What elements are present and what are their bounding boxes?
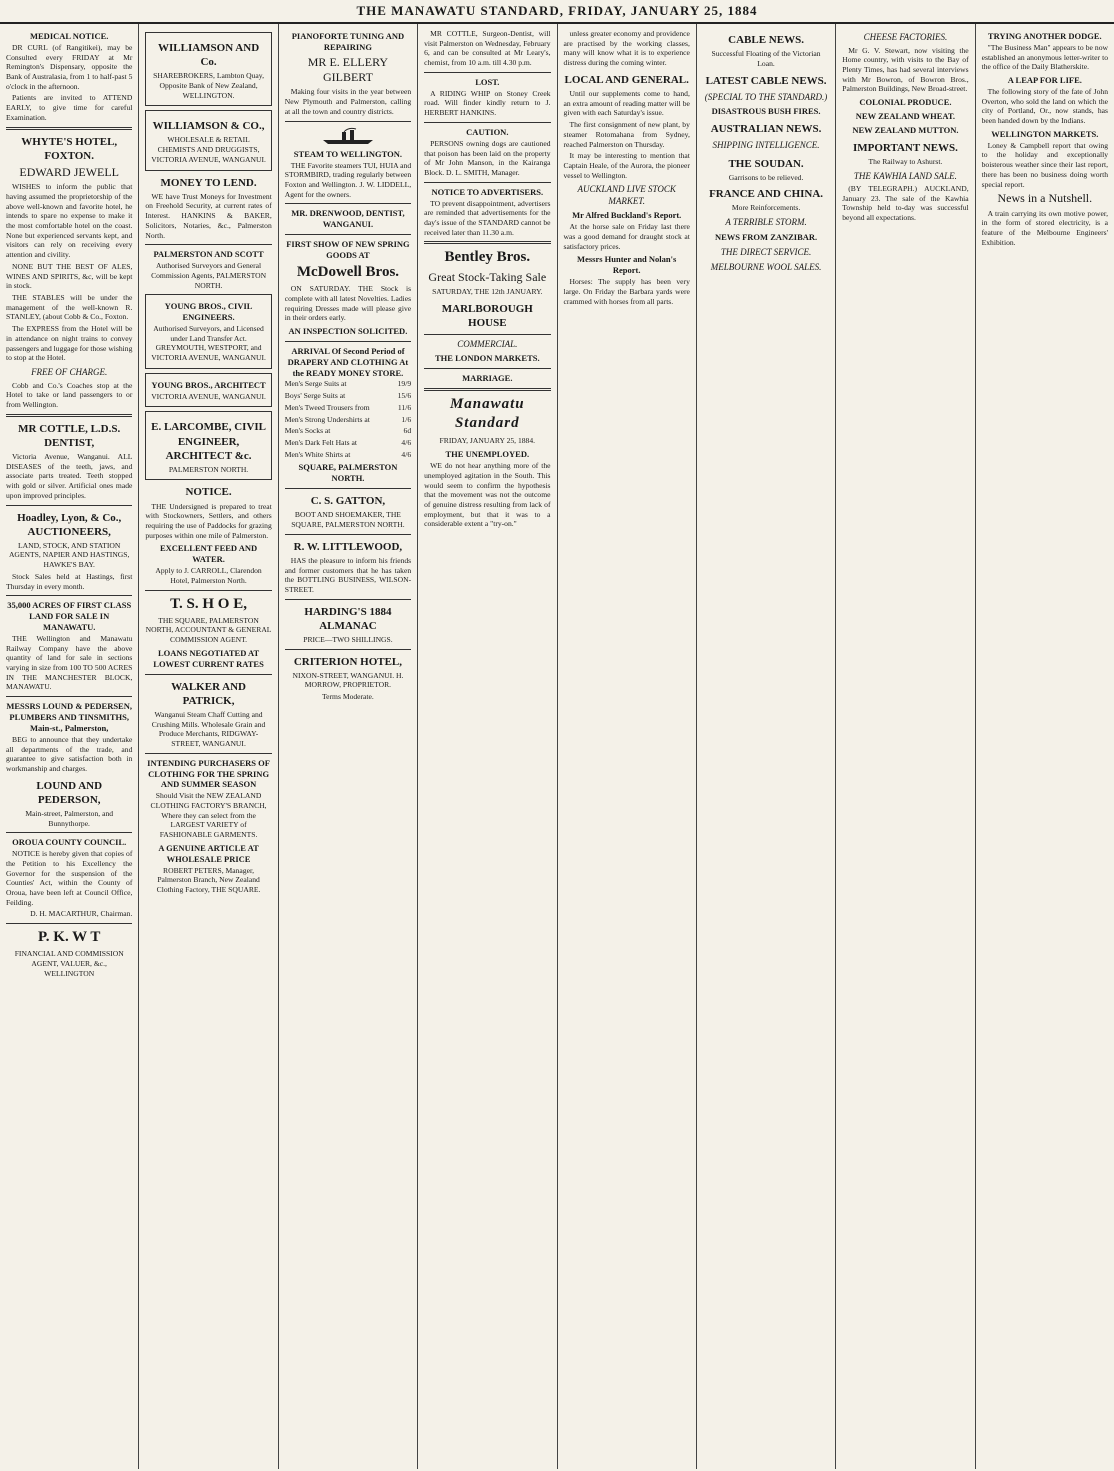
heading: AUCKLAND LIVE STOCK MARKET. [577,184,676,206]
paragraph: SHAREBROKERS, Lambton Quay, Opposite Bank of New Zealand, WELLINGTON. [153,71,264,100]
paragraph: BOOT AND SHOEMAKER, THE SQUARE, PALMERSTON NORTH. [291,510,405,530]
paragraph: THE SQUARE, PALMERSTON NORTH, ACCOUNTANT & GENERAL COMMISSION AGENT. [145,615,272,645]
paragraph: Successful Floating of the Victorian Loan. [711,49,821,68]
column-6 [697,24,836,1469]
ad-box [145,32,271,106]
divider [285,488,411,489]
heading: A TERRIBLE STORM. [725,217,807,228]
paragraph: TO prevent disappointment, advertisers are reminded that advertisements for the day's issue of the STANDARD cannot be received later than 11.30 a.m. [424,198,551,237]
heading: THE KAWHIA LAND SALE. [853,170,957,181]
paragraph: NONE BUT THE BEST OF ALES, WINES AND SPIRITS, &c, will be kept in stock. [6,261,133,291]
heading: Hoadley, Lyon, & Co., AUCTIONEERS, [17,511,122,538]
heading: THE UNEMPLOYED. [445,449,530,460]
heading: A GENUINE ARTICLE AT WHOLESALE PRICE [158,842,259,864]
columns [0,24,1114,1469]
divider [424,388,550,391]
heading: MARRIAGE. [462,373,513,384]
heading: Mr Alfred Buckland's Report. [572,210,682,221]
divider [285,203,411,204]
divider [6,832,132,833]
list-item: Men's Strong Undershirts at 1/6 [284,414,412,424]
divider [6,127,132,130]
column-2 [139,24,278,1469]
divider [285,534,411,535]
column-5 [558,24,697,1469]
ad-box [145,294,271,369]
heading: MR. DRENWOOD, DENTIST, WANGANUI. [291,208,405,230]
steamship-icon [318,126,378,146]
paragraph: Authorised Surveyors and General Commission Agents, PALMERSTON NORTH. [151,261,267,290]
paragraph: The Railway to Ashurst. [868,156,943,166]
heading: INTENDING PURCHASERS OF CLOTHING FOR THE SPRING AND SUMMER SEASON [147,757,270,790]
signature: D. H. MACARTHUR, Chairman. [30,909,133,919]
column-8 [976,24,1114,1469]
paragraph: SATURDAY, THE 12th JANUARY. [432,286,543,296]
heading: MR E. ELLERY GILBERT [307,54,389,85]
list-item: Men's Dark Felt Hats at 4/6 [284,438,412,448]
paragraph: WISHES to inform the public that having assumed the proprietorship of the above well-known and favorite hotel, he intends to spare no expense to make it the most comfortable hotel on the coast. None but experienced servants kept, and visitors can rely on receiving every attention and civility. [6,182,133,260]
paragraph: THE STABLES will be under the management of the well-known R. STANLEY, (about Cobb & Co., Foxton. [6,293,133,322]
paragraph: Main-street, Palmerston, and Bunnythorpe. [25,808,114,828]
heading: NEW ZEALAND WHEAT. [855,110,956,121]
heading: PIANOFORTE TUNING AND REPAIRING [291,31,405,52]
paragraph: PRICE—TWO SHILLINGS. [303,634,393,644]
signature: ROBERT PETERS, Manager, Palmerston Branch, New Zealand Clothing Factory, THE SQUARE. [156,865,261,895]
heading: LATEST CABLE NEWS. [705,74,827,87]
heading: WILLIAMSON & CO., [152,120,265,133]
heading: CABLE NEWS. [728,34,804,46]
heading: AN INSPECTION SOLICITED. [288,325,408,336]
paragraph: FINANCIAL AND COMMISSION AGENT, VALUER, &c., WELLINGTON [14,949,124,978]
heading: WHYTE'S HOTEL, FOXTON. [21,135,118,162]
heading: LOST. [475,76,500,87]
heading: News in a Nutshell. [997,191,1093,206]
column-1 [0,24,139,1469]
ad-box [145,411,271,480]
masthead: THE MANAWATU STANDARD, FRIDAY, JANUARY 25, 1884 [0,0,1114,24]
heading: AUSTRALIAN NEWS. [710,122,822,135]
paragraph: LAND, STOCK, AND STATION AGENTS, NAPIER AND HASTINGS, HAWKE'S BAY. [8,540,130,570]
paragraph: Victoria Avenue, Wanganui. ALL DISEASES of the teeth, jaws, and associate parts treated. Teeth stopped with gold or silver. Artificial ones made upon improved principles. [6,451,133,500]
paragraph: Authorised Surveyors, and Licensed under Land Transfer Act. GREYMOUTH, WESTPORT, and VICTORIA AVENUE, WANGANUI. [151,324,266,363]
paragraph: The EXPRESS from the Hotel will be in attendance on night trains to convey passengers and luggage for those wishing to stop at the Hotel. [6,324,133,363]
paragraph: Garrisons to be relieved. [728,172,804,182]
list-item: Men's White Shirts at 4/6 [284,449,412,459]
divider [285,234,411,235]
heading: EXCELLENT FEED AND WATER. [159,543,258,565]
heading: HARDING'S 1884 ALMANAC [304,605,392,632]
heading: MONEY TO LEND. [160,176,257,189]
heading: Great Stock-Taking Sale [428,269,547,284]
paragraph: (BY TELEGRAPH.) AUCKLAND, January 23. The sale of the Kawhia Township held to-day was successful beyond all expectations. [842,184,969,223]
list-item: Men's Tweed Trousers from 11/6 [284,402,412,412]
heading: DISASTROUS BUSH FIRES. [711,106,821,117]
paragraph: THE Favorite steamers TUI, HUIA and STORMBIRD, trading regularly between Foxton and Wellington. J. W. LIDDELL, Agent for the owners. [284,160,412,199]
heading: NOTICE TO ADVERTISERS. [431,186,544,197]
paragraph: NIXON-STREET, WANGANUI. H. MORROW, PROPRIETOR. [292,670,404,690]
heading: ARRIVAL Of Second Period of DRAPERY AND CLOTHING At the READY MONEY STORE. [287,345,409,378]
heading: NOTICE. [185,486,232,499]
heading: CAUTION. [466,126,509,137]
heading: MEDICAL NOTICE. [29,31,109,41]
heading: IMPORTANT NEWS. [852,141,958,154]
heading: Messrs Hunter and Nolan's Report. [577,254,677,276]
paragraph: MR COTTLE, Surgeon-Dentist, will visit Palmerston on Wednesday, February 6, and can be consulted at Mr Leary's, chemist, from 10 a.m. till 4.30 p.m. [424,29,551,68]
paragraph: FRIDAY, JANUARY 25, 1884. [439,436,536,446]
heading: THE SOUDAN. [728,157,804,170]
divider [145,590,271,591]
divider [424,122,550,123]
heading: A LEAP FOR LIFE. [1007,75,1082,86]
heading: CRITERION HOTEL, [293,655,403,668]
list-item: Men's Serge Suits at 19/9 [284,379,412,389]
heading: PALMERSTON AND SCOTT [153,249,264,260]
paragraph: PERSONS owning dogs are cautioned that poison has been laid on the property of Mr John Manson, in the Kairanga Block. D. L. SMITH, Manager. [424,138,551,177]
heading: NEWS FROM ZANZIBAR. [714,231,818,242]
newspaper-title: Manawatu Standard [449,396,525,432]
heading: FRANCE AND CHINA. [709,188,824,201]
paragraph: The first consignment of new plant, by steamer Rotomahana from Sydney, reached Palmerston on Thursday. [563,120,690,149]
paragraph: VICTORIA AVENUE, WANGANUI. [151,391,266,401]
heading: LOANS NEGOTIATED AT LOWEST CURRENT RATES [153,647,264,669]
heading: C. S. GATTON, [310,495,386,508]
divider [6,505,132,506]
paragraph: WHOLESALE & RETAIL CHEMISTS AND DRUGGISTS, VICTORIA AVENUE, WANGANUI. [151,135,266,164]
column-3 [279,24,418,1469]
paragraph: WE have Trust Moneys for Investment on Freehold Security, at current rates of Interest. HANKINS & BAKER, Solicitors, Notaries, &c., Palmerston North. [145,191,272,240]
divider [424,334,550,335]
heading: (SPECIAL TO THE STANDARD.) [704,91,828,102]
heading: THE LONDON MARKETS. [435,353,540,364]
paragraph: Stock Sales held at Hastings, first Thursday in every month. [6,571,133,591]
divider [145,674,271,675]
heading: STEAM TO WELLINGTON. [293,148,403,159]
heading: SHIPPING INTELLIGENCE. [712,140,820,151]
paragraph: A RIDING WHIP on Stoney Creek road. Will finder kindly return to J. HERBERT HANKINS. [424,88,551,118]
column-7 [836,24,975,1469]
divider [424,241,550,244]
divider [6,923,132,924]
heading: Bentley Bros. [444,249,531,266]
paragraph: Terms Moderate. [322,692,374,702]
heading: SQUARE, PALMERSTON NORTH. [298,462,398,484]
paragraph: Patients are invited to ATTEND EARLY, to give time for careful Examination. [6,93,133,122]
divider [424,368,550,369]
heading: FIRST SHOW OF NEW SPRING GOODS AT [286,239,410,260]
paragraph: Should Visit the NEW ZEALAND CLOTHING FACTORY'S BRANCH, Where they can select from the LARGEST VARIETY of FASHIONABLE GARMENTS. [150,791,267,840]
heading: COLONIAL PRODUCE. [859,97,952,108]
divider [6,696,132,697]
heading: MESSRS LOUND & PEDERSEN, PLUMBERS AND TINSMITHS, Main-st., Palmerston, [6,701,132,733]
heading: LOUND AND PEDERSON, [36,779,103,806]
column-4 [418,24,557,1469]
paragraph: unless greater economy and providence are practised by the working classes, many will know what it is to experience distress during the coming winter. [563,29,690,68]
divider [6,595,132,596]
heading: TRYING ANOTHER DODGE. [987,31,1102,41]
divider [285,341,411,342]
divider [424,182,550,183]
heading: MARLBOROUGH HOUSE [441,302,533,329]
heading: T. S. H O E, [170,595,247,612]
paragraph: Making four visits in the year between New Plymouth and Palmerston, calling at all the town and country districts. [284,87,412,116]
paragraph: Loney & Campbell report that owing to the holiday and exceptionally boisterous weather since their last report, there has been no business doing worth special report. [981,140,1108,189]
paragraph: Wanganui Steam Chaff Cutting and Crushing Mills. Wholesale Grain and Produce Merchants, RIDGWAY-STREET, WANGANUI. [151,709,266,748]
paragraph: "The Business Man" appears to be now established an anonymous letter-writer to the office of the Daily Blatherskite. [981,42,1108,72]
heading: MR COTTLE, L.D.S. DENTIST, [18,422,121,449]
heading: THE DIRECT SERVICE. [720,246,812,257]
heading: OROUA COUNTY COUNCIL. [12,837,127,848]
ad-box [145,373,271,408]
paragraph: DR CURL (of Rangitikei), may be Consulted every FRIDAY at Mr Remington's Dispensary, opposite the Bank of Australasia, from 1 to half-past 5 o'clock in the afternoon. [6,42,133,91]
paragraph: Horses: The supply has been very large. On Friday the Barbara yards were crammed with horses from all parts. [563,277,690,306]
heading: 35,000 ACRES OF FIRST CLASS LAND FOR SALE IN MANAWATU. [7,600,132,632]
price-list [285,379,411,459]
divider [285,121,411,122]
paragraph: The following story of the fate of John Overton, who sold the land on which the city of Portland, Or., now stands, has been handed down by the Indians. [981,86,1108,126]
list-item: Men's Socks at 6d [284,426,412,436]
paragraph: HAS the pleasure to inform his friends and former customers that he has taken the BOTTLING BUSINESS, WILSON-STREET. [284,555,412,594]
heading: E. LARCOMBE, CIVIL ENGINEER, ARCHITECT &c. [151,421,267,462]
list-item: Boys' Serge Suits at 15/6 [284,391,412,401]
divider [145,753,271,754]
paragraph: NOTICE is hereby given that copies of the Petition to his Excellency the Governor for the suspension of the Counties' Act, within the County of Oroua, have been left at Council Office, Feilding. [6,849,133,907]
heading: R. W. LITTLEWOOD, [293,540,403,553]
paragraph: Until our supplements come to hand, an extra amount of reading matter will be given with each Saturday's issue. [563,88,690,118]
heading: COMMERCIAL. [457,338,518,349]
paragraph: A train carrying its own motive power, in the form of stored electricity, is a feature of the Melbourne Engineers' Exhibition. [981,208,1108,247]
paragraph: BEG to announce that they undertake all departments of the trade, and guarantee to give satisfaction both in workmanship and charges. [6,734,133,773]
heading: P. K. W T [37,929,101,946]
heading: YOUNG BROS., ARCHITECT [151,379,266,390]
paragraph: At the horse sale on Friday last there was a good demand for draught stock at satisfactory prices. [563,222,690,251]
divider [285,599,411,600]
heading: WILLIAMSON AND Co. [157,42,260,69]
heading: WELLINGTON MARKETS. [991,128,1099,139]
paragraph: Cobb and Co.'s Coaches stop at the Hotel to take or land passengers to or from Wellington. [6,380,133,410]
paragraph: It may be interesting to mention that Captain Heale, of the Aurora, the pioneer vessel to Wellington. [563,151,690,180]
heading: McDowell Bros. [296,263,400,280]
paragraph: More Reinforcements. [731,203,801,213]
paragraph: THE Wellington and Manawatu Railway Company have the above quantity of land for sale in sections varying in size from 100 TO 500 ACRES IN THE MANCHESTER BLOCK, MANAWATU. [6,633,133,692]
heading: LOCAL AND GENERAL. [564,73,689,86]
heading: NEW ZEALAND MUTTON. [852,124,959,135]
heading: YOUNG BROS., CIVIL ENGINEERS. [164,301,253,323]
heading: FREE OF CHARGE. [31,367,108,378]
ad-box [145,110,271,170]
proprietor-name: EDWARD JEWELL [19,164,120,179]
divider [285,649,411,650]
paragraph: ON SATURDAY. THE Stock is complete with all latest Novelties. Ladies requiring Dresses made will please give in their orders early. [284,284,412,323]
divider [145,244,271,245]
heading: WALKER AND PATRICK, [171,680,246,707]
paragraph: Mr G. V. Stewart, now visiting the Home country, with visits to the Bay of Plenty Times, has had several interviews with Mr Bowron, of Bowron Bros., Palmerston Buildings, New Broad-street. [842,45,969,94]
divider [6,414,132,417]
paragraph: Apply to J. CARROLL, Clarendon Hotel, Palmerston North. [155,566,262,585]
paragraph: PALMERSTON NORTH. [168,464,249,474]
paragraph: THE Undersigned is prepared to treat with Stockowners, Settlers, and others requiring the use of Paddocks for grazing purposes within one mile of Palmerston. [145,501,272,540]
divider [424,72,550,73]
paragraph: WE do not hear anything more of the unemployed agitation in the South. This would seem to confirm the hypothesis that the movement was not the outcome of genuine distress resulting from lack of employment, but that it was to a considerable extent a "try-on." [424,461,551,529]
heading: MELBOURNE WOOL SALES. [710,262,822,273]
heading: CHEESE FACTORIES. [863,32,948,42]
